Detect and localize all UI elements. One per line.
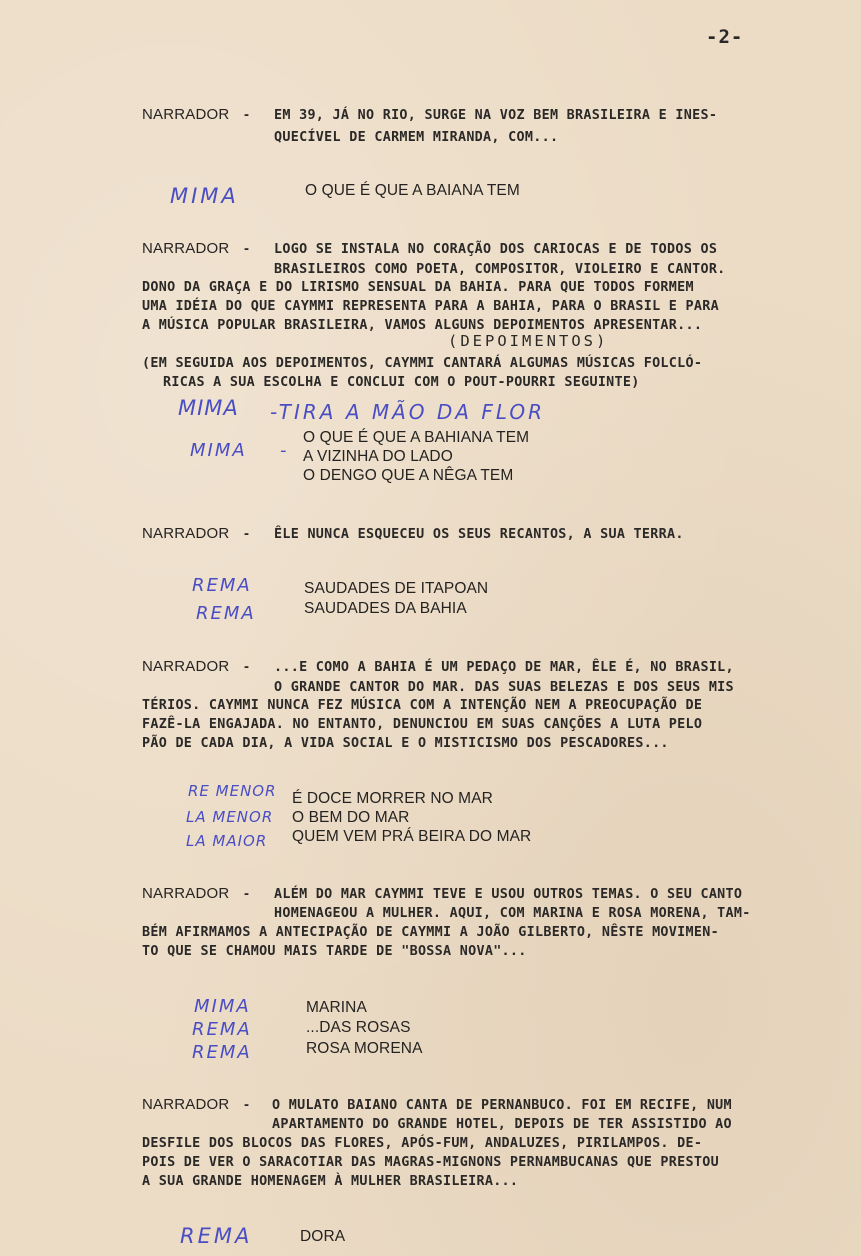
page-number: -2- — [706, 26, 744, 48]
speaker-label: NARRADOR — [142, 240, 230, 257]
depoimentos-label: (DEPOIMENTOS) — [448, 332, 609, 350]
speaker-label: NARRADOR — [142, 885, 230, 902]
speaker-dash: - — [244, 885, 249, 902]
narration-line: LOGO SE INSTALA NO CORAÇÃO DOS CARIOCAS E DE TODOS OS — [274, 242, 718, 257]
handwritten-key: MIMA — [170, 184, 239, 208]
narration-line: DESFILE DOS BLOCOS DAS FLORES, APÓS-FUM, ANDALUZES, PIRILAMPOS. DE- — [142, 1136, 703, 1151]
narration-line: PÃO DE CADA DIA, A VIDA SOCIAL E O MISTICISMO DOS PESCADORES... — [142, 736, 669, 751]
narration-line: TO QUE SE CHAMOU MAIS TARDE DE "BOSSA NOVA"... — [142, 944, 527, 959]
narration-line: DONO DA GRAÇA E DO LIRISMO SENSUAL DA BAHIA. PARA QUE TODOS FORMEM — [142, 280, 694, 295]
song-title: QUEM VEM PRÁ BEIRA DO MAR — [292, 828, 532, 845]
handwritten-key: REMA — [192, 1042, 252, 1063]
speaker-dash: - — [244, 658, 249, 675]
narration-line: BRASILEIROS COMO POETA, COMPOSITOR, VIOLEIRO E CANTOR. — [274, 262, 726, 277]
narration-line: A MÚSICA POPULAR BRASILEIRA, VAMOS ALGUNS DEPOIMENTOS APRESENTAR... — [142, 318, 703, 333]
song-title: É DOCE MORRER NO MAR — [292, 790, 493, 807]
narration-line: POIS DE VER O SARACOTIAR DAS MAGRAS-MIGNONS PERNAMBUCANAS QUE PRESTOU — [142, 1155, 719, 1170]
song-title: O DENGO QUE A NÊGA TEM — [303, 467, 514, 484]
handwritten-key: MIMA — [178, 396, 239, 420]
handwritten-key: REMA — [192, 575, 252, 596]
speaker-label: NARRADOR — [142, 1096, 230, 1113]
narration-line: TÉRIOS. CAYMMI NUNCA FEZ MÚSICA COM A INTENÇÃO NEM A PREOCUPAÇÃO DE — [142, 698, 703, 713]
handwritten-key: LA MAIOR — [186, 832, 268, 850]
narration-line: EM 39, JÁ NO RIO, SURGE NA VOZ BEM BRASILEIRA E INES- — [274, 108, 718, 123]
speaker-label: NARRADOR — [142, 106, 230, 123]
speaker-dash: - — [244, 240, 249, 257]
narration-line: O GRANDE CANTOR DO MAR. DAS SUAS BELEZAS E DOS SEUS MIS — [274, 680, 734, 695]
narration-line: A SUA GRANDE HOMENAGEM À MULHER BRASILEIRA... — [142, 1174, 519, 1189]
stage-note-line: (EM SEGUIDA AOS DEPOIMENTOS, CAYMMI CANTARÁ ALGUMAS MÚSICAS FOLCLÓ- — [142, 356, 703, 371]
song-title: DORA — [300, 1228, 346, 1245]
song-title: MARINA — [306, 999, 367, 1016]
handwritten-key: REMA — [196, 603, 256, 624]
narration-line: APARTAMENTO DO GRANDE HOTEL, DEPOIS DE TER ASSISTIDO AO — [272, 1117, 732, 1132]
speaker-dash: - — [244, 106, 249, 123]
speaker-dash: - — [244, 1096, 249, 1113]
narration-line: UMA IDÉIA DO QUE CAYMMI REPRESENTA PARA A BAHIA, PARA O BRASIL E PARA — [142, 299, 719, 314]
stage-note-line: RICAS A SUA ESCOLHA E CONCLUI COM O POUT-POURRI SEGUINTE) — [163, 375, 640, 390]
narration-line: BÉM AFIRMAMOS A ANTECIPAÇÃO DE CAYMMI A JOÃO GILBERTO, NÊSTE MOVIMEN- — [142, 925, 719, 940]
song-title: O QUE É QUE A BAHIANA TEM — [303, 429, 530, 446]
handwritten-key: RE MENOR — [188, 782, 277, 800]
narration-line: FAZÊ-LA ENGAJADA. NO ENTANTO, DENUNCIOU EM SUAS CANÇÕES A LUTA PELO — [142, 717, 703, 732]
song-title: O BEM DO MAR — [292, 809, 410, 826]
narration-line: ...E COMO A BAHIA É UM PEDAÇO DE MAR, ÊLE É, NO BRASIL, — [274, 660, 734, 675]
song-title: SAUDADES DA BAHIA — [304, 600, 467, 617]
handwritten-dash: - — [280, 440, 289, 461]
handwritten-key: LA MENOR — [186, 808, 274, 826]
narration-line: HOMENAGEOU A MULHER. AQUI, COM MARINA E ROSA MORENA, TAM- — [274, 906, 751, 921]
handwritten-key: REMA — [180, 1224, 253, 1248]
song-title: ROSA MORENA — [306, 1040, 423, 1057]
handwritten-song-title: -TIRA A MÃO DA FLOR — [270, 400, 545, 424]
narration-line: ALÉM DO MAR CAYMMI TEVE E USOU OUTROS TEMAS. O SEU CANTO — [274, 887, 743, 902]
narration-line: ÊLE NUNCA ESQUECEU OS SEUS RECANTOS, A SUA TERRA. — [274, 527, 684, 542]
song-title: O QUE É QUE A BAIANA TEM — [305, 182, 520, 199]
speaker-dash: - — [244, 525, 249, 542]
song-title: ...DAS ROSAS — [306, 1019, 411, 1036]
speaker-label: NARRADOR — [142, 525, 230, 542]
song-title: SAUDADES DE ITAPOAN — [304, 580, 489, 597]
handwritten-key: MIMA — [194, 996, 251, 1017]
handwritten-key: MIMA — [190, 440, 247, 461]
song-title: A VIZINHA DO LADO — [303, 448, 453, 465]
speaker-label: NARRADOR — [142, 658, 230, 675]
narration-line: QUECÍVEL DE CARMEM MIRANDA, COM... — [274, 130, 559, 145]
narration-line: O MULATO BAIANO CANTA DE PERNANBUCO. FOI EM RECIFE, NUM — [272, 1098, 732, 1113]
handwritten-key: REMA — [192, 1019, 252, 1040]
